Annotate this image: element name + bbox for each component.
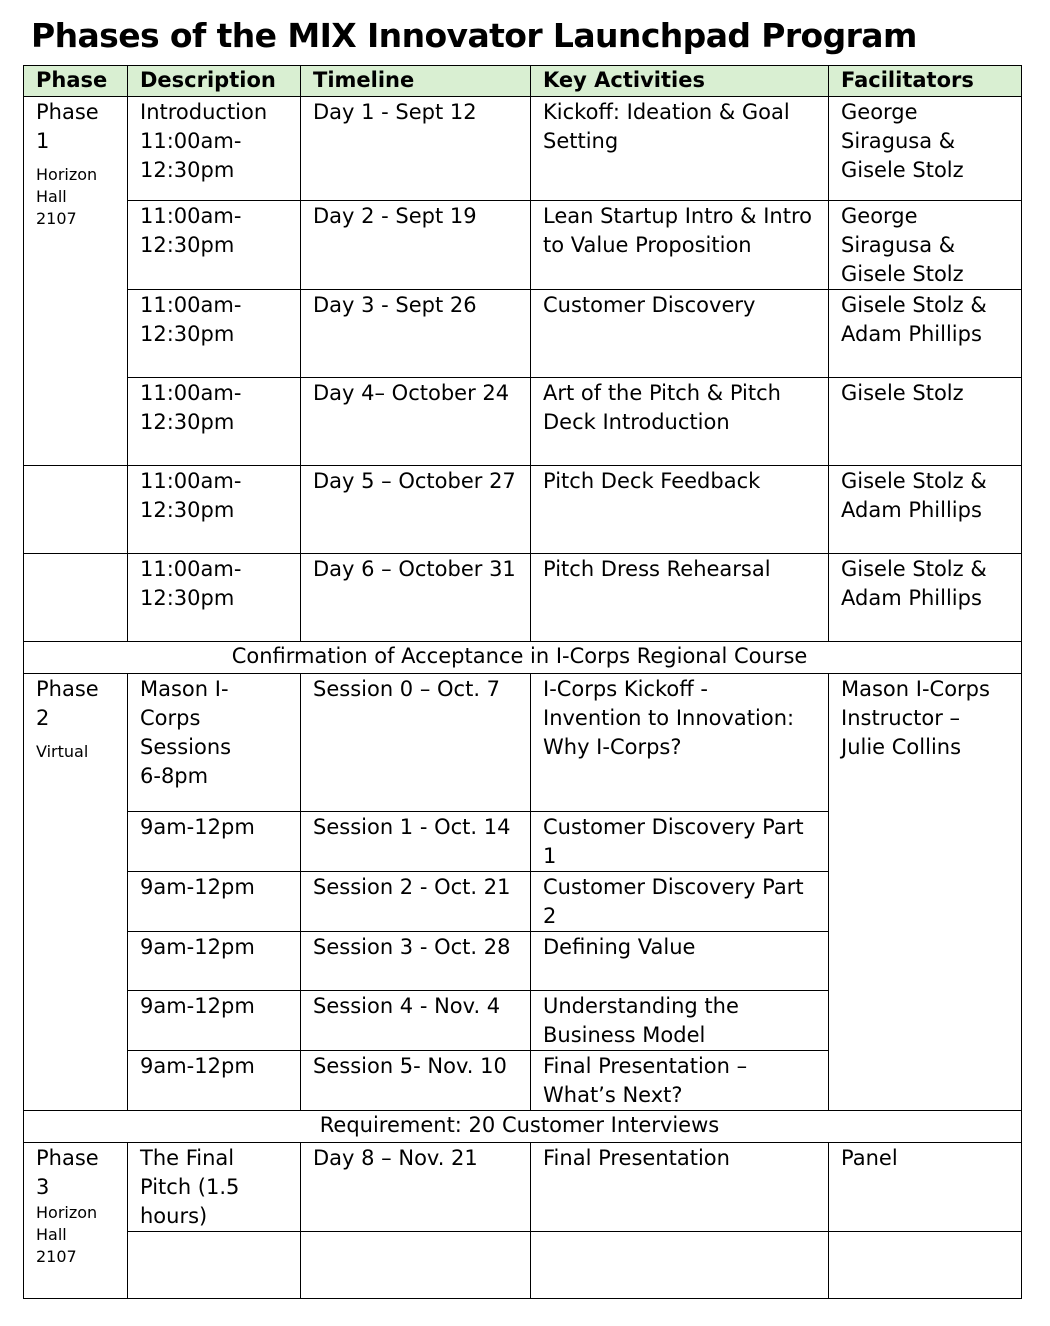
header-timeline: Timeline [301,66,531,97]
description-cell: 9am-12pm [128,991,301,1051]
table-row [24,674,1022,812]
timeline-cell: Day 6 – October 31 [301,554,531,642]
phase-3-label: Phase 3 [36,1146,99,1199]
facilitator-cell: Panel [829,1143,1022,1232]
empty-cell [128,1232,301,1299]
table-row [24,201,1022,290]
description-cell: 11:00am- 12:30pm [128,290,301,378]
phase-1-label: Phase 1 [36,100,99,153]
phase-1-location: Horizon Hall 2107 [36,165,98,228]
timeline-cell: Session 3 - Oct. 28 [301,932,531,991]
timeline-cell: Day 3 - Sept 26 [301,290,531,378]
description-cell: 11:00am- 12:30pm [128,466,301,554]
activity-cell: Art of the Pitch & Pitch Deck Introduction [531,378,829,466]
facilitator-cell: George Siragusa & Gisele Stolz [829,201,1022,290]
activity-cell: Pitch Deck Feedback [531,466,829,554]
activity-cell: Understanding the Business Model [531,991,829,1051]
empty-cell [301,1232,531,1299]
activity-cell: Kickoff: Ideation & Goal Setting [531,97,829,201]
timeline-cell: Session 0 – Oct. 7 [301,674,531,812]
phase-3-location: Horizon Hall 2107 [36,1203,98,1266]
requirement-note: Requirement: 20 Customer Interviews [24,1111,1022,1143]
phase-2-facilitator-cell: Mason I-Corps Instructor – Julie Collins [829,674,1022,1111]
phase-2-label: Phase 2 [36,677,99,730]
description-cell: Introduction 11:00am- 12:30pm [128,97,301,201]
note-row [24,1111,1022,1143]
table-row [24,97,1022,201]
description-cell: Mason I- Corps Sessions 6-8pm [128,674,301,812]
phase-2-cell [24,674,128,1111]
activity-cell: Customer Discovery Part 1 [531,812,829,872]
activity-cell: Customer Discovery [531,290,829,378]
table-row [24,554,1022,642]
description-cell: 9am-12pm [128,1051,301,1111]
description-cell: 9am-12pm [128,872,301,932]
header-phase: Phase [24,66,128,97]
timeline-cell: Session 5- Nov. 10 [301,1051,531,1111]
facilitator-cell: Gisele Stolz & Adam Phillips [829,466,1022,554]
table-row [24,378,1022,466]
phase-empty-cell [24,554,128,642]
facilitator-cell: Gisele Stolz & Adam Phillips [829,290,1022,378]
activity-cell: Pitch Dress Rehearsal [531,554,829,642]
header-key-activities: Key Activities [531,66,829,97]
timeline-cell: Session 1 - Oct. 14 [301,812,531,872]
activity-cell: Defining Value [531,932,829,991]
facilitator-cell: George Siragusa & Gisele Stolz [829,97,1022,201]
activity-cell: Lean Startup Intro & Intro to Value Proposition [531,201,829,290]
activity-cell: Customer Discovery Part 2 [531,872,829,932]
table-row [24,466,1022,554]
note-row [24,642,1022,674]
timeline-cell: Day 8 – Nov. 21 [301,1143,531,1232]
acceptance-note: Confirmation of Acceptance in I-Corps Regional Course [24,642,1022,674]
phase-1-cell [24,97,128,466]
phase-empty-cell [24,466,128,554]
header-row [24,66,1022,97]
description-cell: The Final Pitch (1.5 hours) [128,1143,301,1232]
activity-cell: Final Presentation – What’s Next? [531,1051,829,1111]
phase-2-location: Virtual [36,742,89,761]
description-cell: 9am-12pm [128,812,301,872]
empty-cell [829,1232,1022,1299]
activity-cell: I-Corps Kickoff - Invention to Innovation: Why I-Corps? [531,674,829,812]
table-row [24,290,1022,378]
timeline-cell: Session 4 - Nov. 4 [301,991,531,1051]
empty-cell [531,1232,829,1299]
phase-3-cell [24,1143,128,1299]
header-description: Description [128,66,301,97]
timeline-cell: Session 2 - Oct. 21 [301,872,531,932]
table-row [24,1143,1022,1232]
timeline-cell: Day 2 - Sept 19 [301,201,531,290]
facilitator-cell: Gisele Stolz [829,378,1022,466]
description-cell: 11:00am- 12:30pm [128,201,301,290]
program-phases-table [23,65,1022,1299]
table-row [24,1232,1022,1299]
timeline-cell: Day 1 - Sept 12 [301,97,531,201]
description-cell: 11:00am- 12:30pm [128,554,301,642]
page-title: Phases of the MIX Innovator Launchpad Program [31,16,917,55]
description-cell: 9am-12pm [128,932,301,991]
facilitator-cell: Gisele Stolz & Adam Phillips [829,554,1022,642]
description-cell: 11:00am- 12:30pm [128,378,301,466]
header-facilitators: Facilitators [829,66,1022,97]
timeline-cell: Day 4– October 24 [301,378,531,466]
timeline-cell: Day 5 – October 27 [301,466,531,554]
activity-cell: Final Presentation [531,1143,829,1232]
